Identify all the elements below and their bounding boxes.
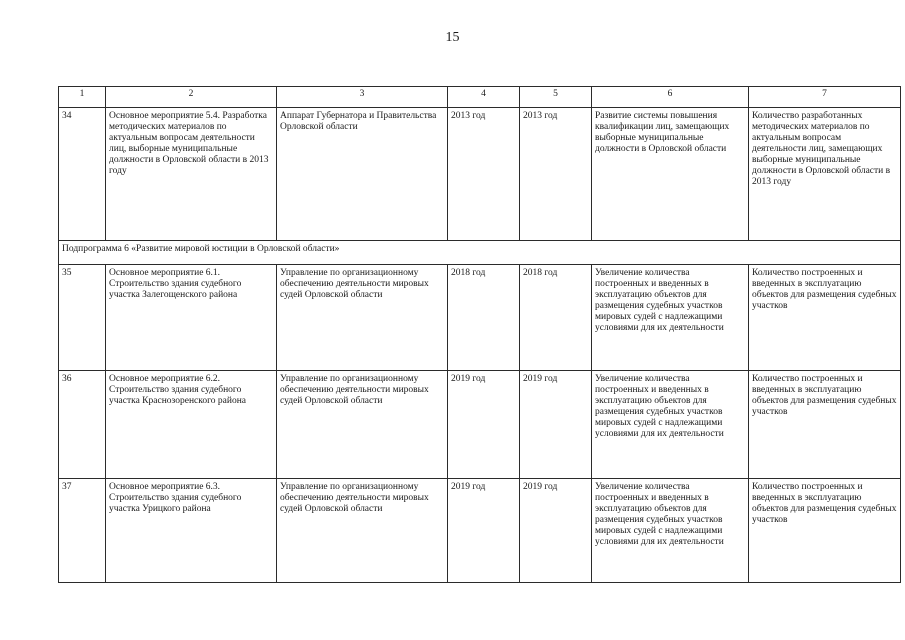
subprogram-title: Подпрограмма 6 «Развитие мировой юстиции в Орловской области»: [59, 241, 901, 265]
table-row: [59, 371, 901, 479]
header-cell-3: 3: [277, 87, 448, 108]
program-events-table: [58, 86, 901, 583]
page-number: 15: [445, 30, 460, 45]
header-cell-2: 2: [106, 87, 277, 108]
start-year-cell: 2013 год: [448, 108, 520, 241]
header-cell-4: 4: [448, 87, 520, 108]
end-year-cell: 2019 год: [520, 371, 592, 479]
end-year-cell: 2013 год: [520, 108, 592, 241]
event-cell: Основное мероприятие 6.2. Строительство здания судебного участка Краснозоренского района: [106, 371, 277, 479]
executor-cell: Управление по организационному обеспечению деятельности мировых судей Орловской области: [277, 371, 448, 479]
result-cell: Увеличение количества построенных и введенных в эксплуатацию объектов для размещения судебных участков мировых судей с надлежащими условиями для их деятельности: [592, 265, 749, 371]
header-cell-1: 1: [59, 87, 106, 108]
end-year-cell: 2019 год: [520, 479, 592, 583]
executor-cell: Управление по организационному обеспечению деятельности мировых судей Орловской области: [277, 479, 448, 583]
result-cell: Развитие системы повышения квалификации лиц, замещающих выборные муниципальные должности в Орловской области: [592, 108, 749, 241]
table-row: [59, 108, 901, 241]
indicator-cell: Количество построенных и введенных в эксплуатацию объектов для размещения судебных участков: [749, 265, 901, 371]
start-year-cell: 2018 год: [448, 265, 520, 371]
subprogram-row: [59, 241, 901, 265]
header-cell-6: 6: [592, 87, 749, 108]
indicator-cell: Количество построенных и введенных в эксплуатацию объектов для размещения судебных участков: [749, 371, 901, 479]
header-cell-7: 7: [749, 87, 901, 108]
table-row: [59, 265, 901, 371]
event-cell: Основное мероприятие 6.1. Строительство здания судебного участка Залегощенского района: [106, 265, 277, 371]
executor-cell: Аппарат Губернатора и Правительства Орловской области: [277, 108, 448, 241]
start-year-cell: 2019 год: [448, 479, 520, 583]
end-year-cell: 2018 год: [520, 265, 592, 371]
table-header-row: [59, 87, 901, 108]
indicator-cell: Количество построенных и введенных в эксплуатацию объектов для размещения судебных участков: [749, 479, 901, 583]
table-row: [59, 479, 901, 583]
header-cell-5: 5: [520, 87, 592, 108]
start-year-cell: 2019 год: [448, 371, 520, 479]
row-number-cell: 35: [59, 265, 106, 371]
executor-cell: Управление по организационному обеспечению деятельности мировых судей Орловской области: [277, 265, 448, 371]
row-number-cell: 36: [59, 371, 106, 479]
event-cell: Основное мероприятие 6.3. Строительство здания судебного участка Урицкого района: [106, 479, 277, 583]
row-number-cell: 34: [59, 108, 106, 241]
indicator-cell: Количество разработанных методических материалов по актуальным вопросам деятельности лиц, замещающих выборные муниципальные должности в Орловской области в 2013 году: [749, 108, 901, 241]
event-cell: Основное мероприятие 5.4. Разработка методических материалов по актуальным вопросам деятельности лиц, выборные муниципальные должности в Орловской области в 2013 году: [106, 108, 277, 241]
result-cell: Увеличение количества построенных и введенных в эксплуатацию объектов для размещения судебных участков мировых судей с надлежащими условиями для их деятельности: [592, 371, 749, 479]
row-number-cell: 37: [59, 479, 106, 583]
result-cell: Увеличение количества построенных и введенных в эксплуатацию объектов для размещения судебных участков мировых судей с надлежащими условиями для их деятельности: [592, 479, 749, 583]
